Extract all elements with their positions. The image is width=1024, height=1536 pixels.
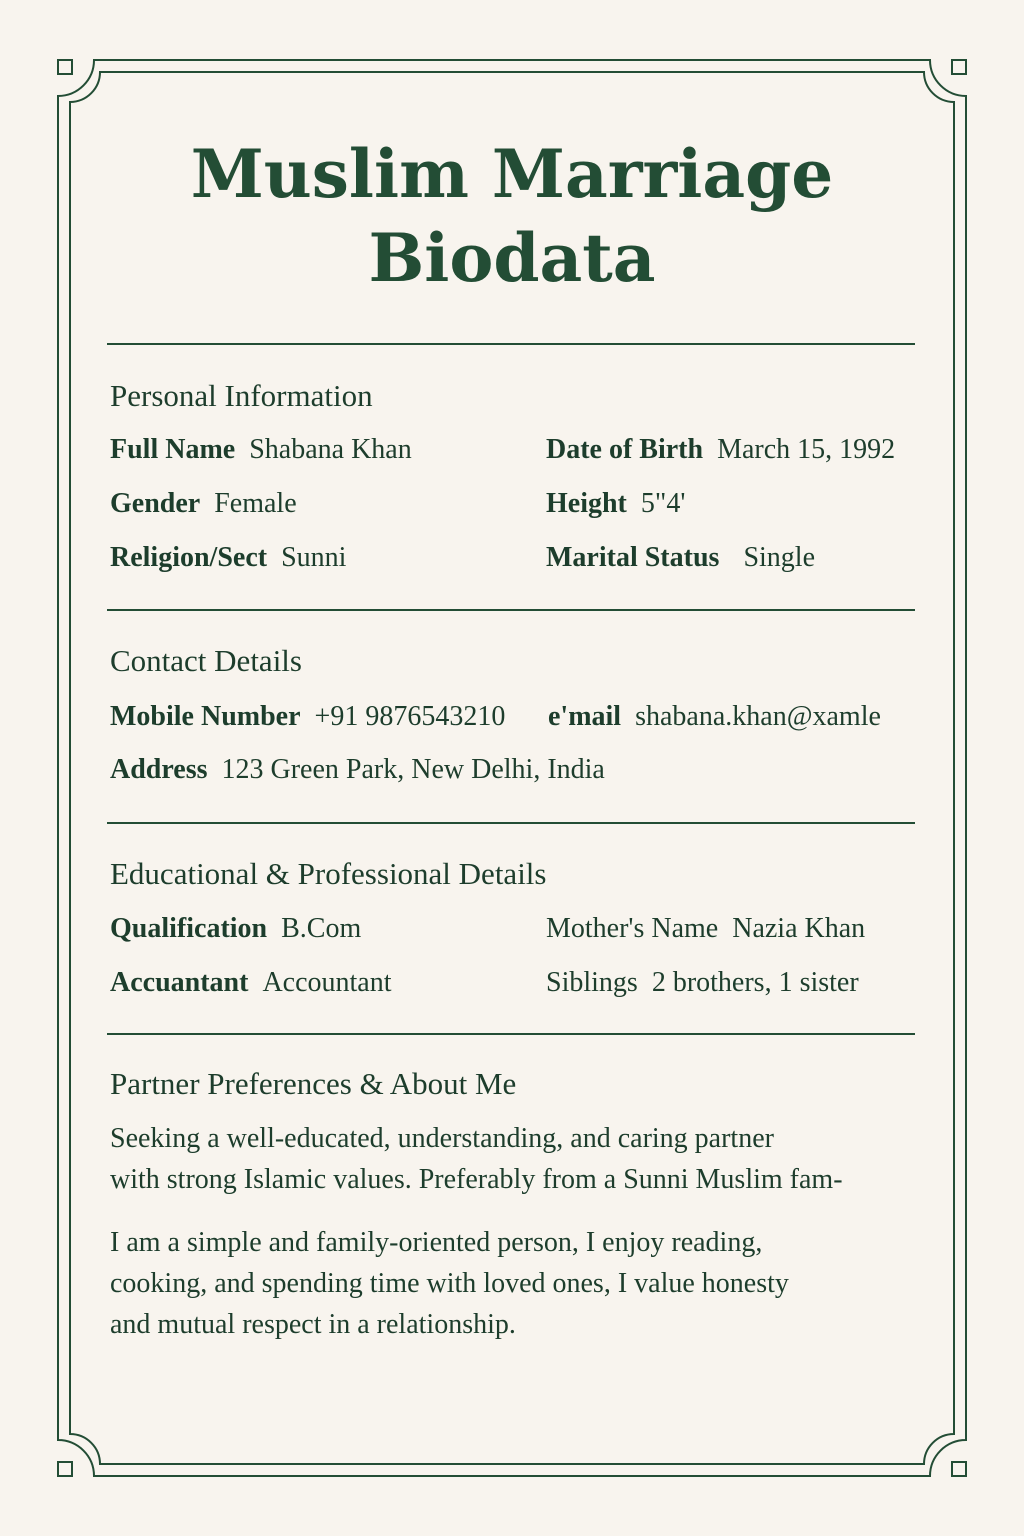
field-value: shabana.khan@xamle bbox=[635, 701, 881, 732]
page-title bbox=[0, 132, 1024, 300]
section-heading-education: Educational & Professional Details bbox=[110, 856, 547, 891]
field-height bbox=[546, 486, 685, 522]
field-religion bbox=[110, 540, 346, 576]
divider bbox=[107, 1033, 915, 1035]
field-label: Marital Status bbox=[546, 542, 720, 573]
title-line-1: Muslim Marriage bbox=[190, 135, 834, 213]
field-occupation bbox=[110, 965, 392, 1001]
title-line-2: Biodata bbox=[368, 219, 656, 297]
field-label: e'mail bbox=[548, 701, 622, 732]
field-value: +91 9876543210 bbox=[314, 701, 506, 732]
field-value: Single bbox=[743, 542, 815, 573]
field-value: Female bbox=[214, 488, 297, 519]
field-label: Address bbox=[110, 754, 208, 785]
about-me-text: I am a simple and family-oriented person, I enjoy reading, cooking, and spending time with loved ones, I value honesty and mutual respect in a relationship. bbox=[110, 1227, 789, 1340]
field-date-of-birth bbox=[546, 432, 895, 468]
field-label: Height bbox=[546, 488, 627, 519]
field-email bbox=[548, 699, 881, 735]
field-value: B.Com bbox=[281, 913, 362, 944]
field-mother-name bbox=[546, 911, 865, 947]
partner-preferences-text: Seeking a well-educated, understanding, and caring partner with strong Islamic values. Preferably from a Sunni Muslim fam- bbox=[110, 1123, 843, 1195]
field-value: Accountant bbox=[262, 967, 392, 998]
field-label: Mobile Number bbox=[110, 701, 301, 732]
field-value: Sunni bbox=[281, 542, 347, 573]
field-value: Nazia Khan bbox=[732, 913, 866, 944]
field-label: Gender bbox=[110, 488, 201, 519]
field-value: March 15, 1992 bbox=[717, 434, 896, 465]
section-heading-personal: Personal Information bbox=[110, 378, 373, 413]
field-marital-status bbox=[546, 540, 815, 576]
field-value: 123 Green Park, New Delhi, India bbox=[221, 754, 605, 785]
field-label: Siblings bbox=[546, 967, 638, 998]
field-value: 2 brothers, 1 sister bbox=[651, 967, 859, 998]
field-label: Accuantant bbox=[110, 967, 249, 998]
divider bbox=[107, 609, 915, 611]
field-gender bbox=[110, 486, 297, 522]
divider bbox=[107, 822, 915, 824]
divider bbox=[107, 343, 915, 345]
field-mobile bbox=[110, 699, 505, 735]
field-label: Mother's Name bbox=[546, 913, 719, 944]
field-label: Full Name bbox=[110, 434, 236, 465]
field-value: 5"4' bbox=[640, 488, 686, 519]
section-heading-partner: Partner Preferences & About Me bbox=[110, 1066, 517, 1101]
field-full-name bbox=[110, 432, 412, 468]
field-address bbox=[110, 752, 605, 788]
field-siblings bbox=[546, 965, 859, 1001]
field-value: Shabana Khan bbox=[249, 434, 412, 465]
field-qualification bbox=[110, 911, 361, 947]
field-label: Date of Birth bbox=[546, 434, 704, 465]
section-heading-contact: Contact Details bbox=[110, 643, 302, 678]
field-label: Religion/Sect bbox=[110, 542, 268, 573]
field-label: Qualification bbox=[110, 913, 268, 944]
